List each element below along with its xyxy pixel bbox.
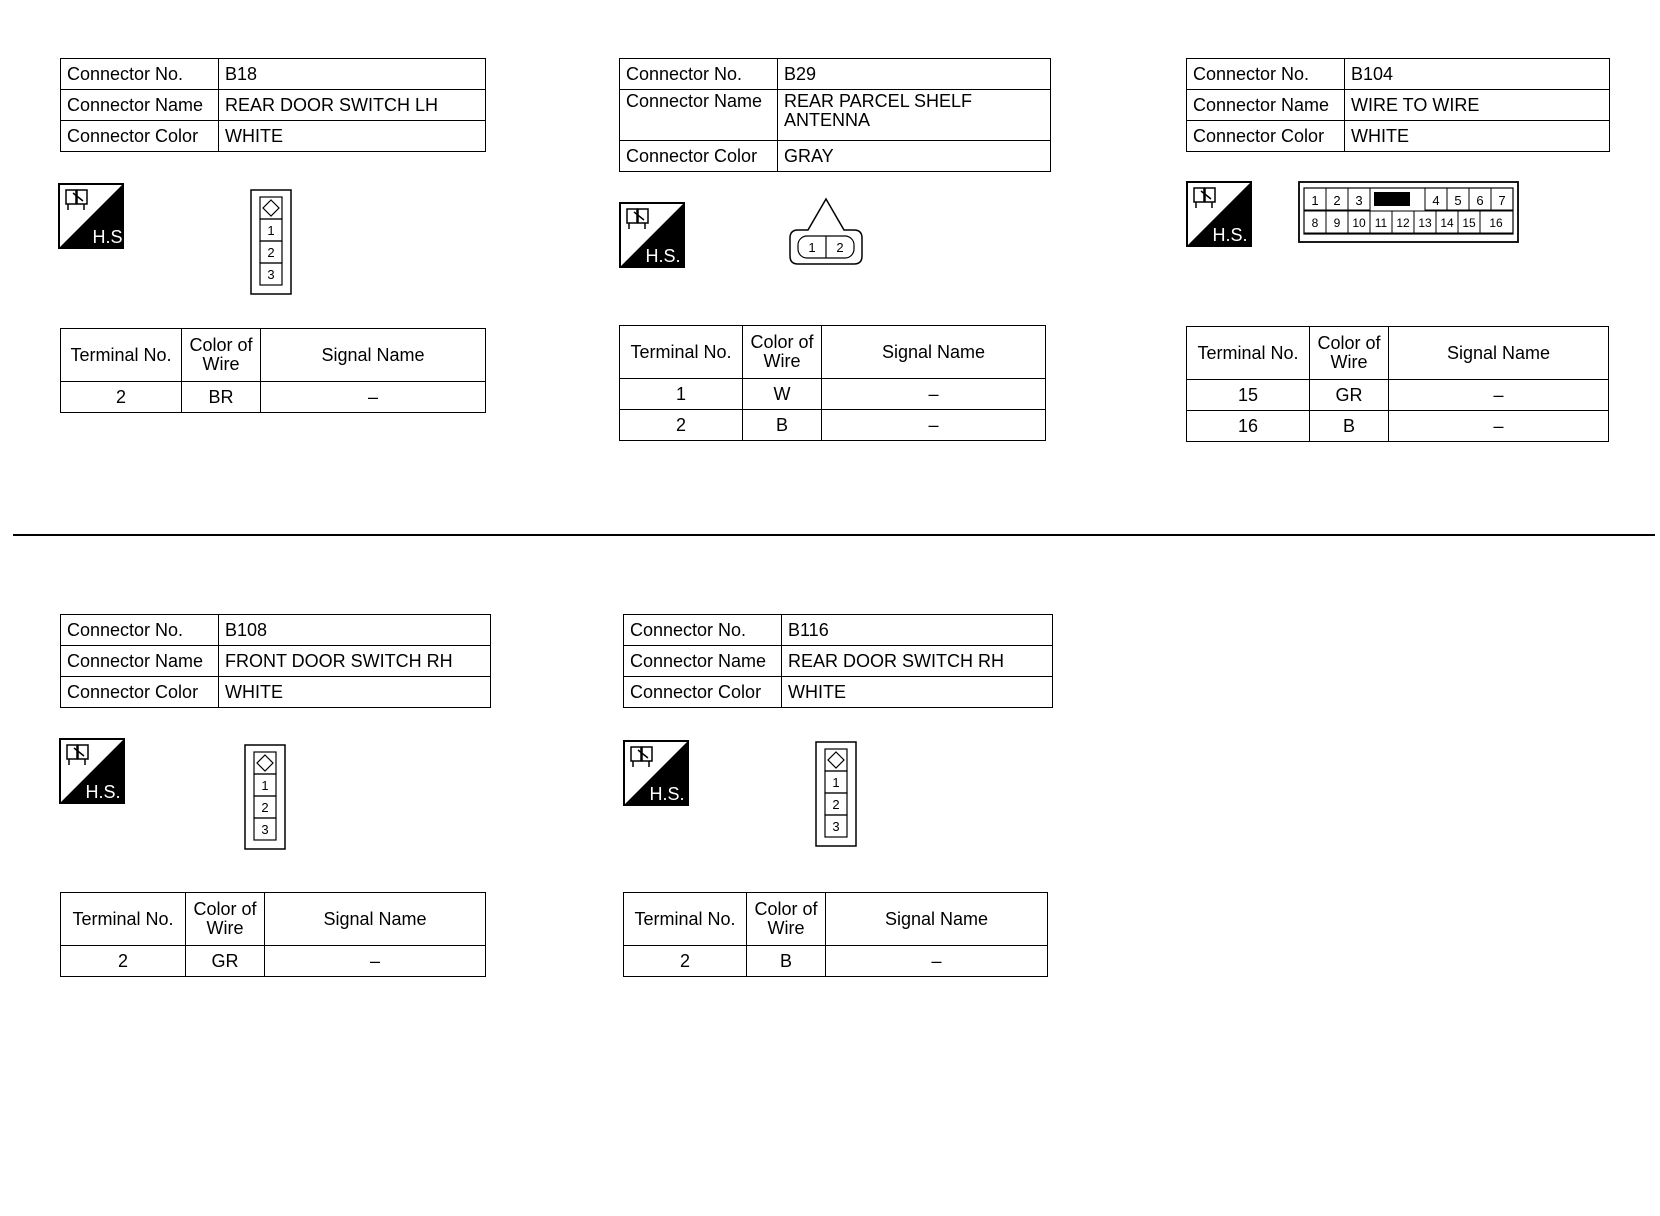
connector-face-diagram-b116: [815, 741, 857, 847]
pin-label: 1: [832, 775, 840, 790]
signal-name-header: Signal Name: [261, 329, 486, 382]
pin-label: 12: [1396, 216, 1410, 230]
terminal-cell: 2: [61, 382, 182, 413]
table-row: [1187, 380, 1609, 411]
harness-side-icon: [1186, 181, 1252, 247]
signal-cell: –: [1389, 380, 1609, 411]
pin-label: 3: [1355, 193, 1363, 208]
connector-no-label: Connector No.: [620, 59, 778, 90]
wire-color-cell: GR: [186, 946, 265, 977]
terminal-cell: 15: [1187, 380, 1310, 411]
pin-label: 2: [836, 240, 844, 255]
signal-name-header: Signal Name: [1389, 327, 1609, 380]
connector-color-label: Connector Color: [61, 677, 219, 708]
hs-label: H.S.: [92, 227, 128, 247]
connector-no-value: B116: [782, 615, 1053, 646]
pin-label: 3: [267, 267, 275, 282]
pin-label: 1: [808, 240, 816, 255]
terminal-no-header: Terminal No.: [61, 329, 182, 382]
connector-no-value: B108: [219, 615, 491, 646]
signal-cell: –: [261, 382, 486, 413]
connector-color-value: WHITE: [219, 121, 486, 152]
color-of-wire-header: Color of Wire: [186, 893, 265, 946]
hs-label: H.S.: [1212, 225, 1248, 245]
signal-cell: –: [822, 379, 1046, 410]
connector-name-value: WIRE TO WIRE: [1345, 90, 1610, 121]
connector-name-value: REAR DOOR SWITCH LH: [219, 90, 486, 121]
connector-name-value: REAR PARCEL SHELF ANTENNA: [778, 90, 1051, 141]
connector-info-table-b104: [1186, 58, 1610, 152]
pin-label: 4: [1432, 193, 1440, 208]
pin-label: 9: [1333, 216, 1341, 230]
color-of-wire-header: Color of Wire: [1310, 327, 1389, 380]
harness-side-icon: [619, 202, 685, 268]
connector-info-table-b116: [623, 614, 1053, 708]
connector-no-label: Connector No.: [61, 59, 219, 90]
connector-face-diagram-b104: [1298, 181, 1519, 243]
harness-side-icon: [623, 740, 689, 806]
terminal-cell: 1: [620, 379, 743, 410]
terminal-cell: 2: [620, 410, 743, 441]
signal-cell: –: [265, 946, 486, 977]
pin-label: 5: [1454, 193, 1462, 208]
connector-name-label: Connector Name: [1187, 90, 1345, 121]
color-of-wire-header: Color of Wire: [747, 893, 826, 946]
table-row: [624, 946, 1048, 977]
connector-color-label: Connector Color: [1187, 121, 1345, 152]
pin-label: 3: [261, 822, 269, 837]
connector-name-label: Connector Name: [624, 646, 782, 677]
signal-cell: –: [1389, 411, 1609, 442]
wire-color-cell: GR: [1310, 380, 1389, 411]
connector-no-label: Connector No.: [61, 615, 219, 646]
wire-color-cell: B: [1310, 411, 1389, 442]
connector-color-value: WHITE: [219, 677, 491, 708]
connector-color-label: Connector Color: [620, 141, 778, 172]
signal-name-header: Signal Name: [265, 893, 486, 946]
section-divider: [13, 534, 1655, 536]
table-row: [1187, 411, 1609, 442]
connector-face-diagram-b29: [786, 196, 866, 268]
terminal-table-b108: [60, 892, 486, 977]
connector-name-value: FRONT DOOR SWITCH RH: [219, 646, 491, 677]
hs-label: H.S.: [649, 784, 685, 804]
wire-color-cell: B: [747, 946, 826, 977]
table-row: [620, 410, 1046, 441]
terminal-no-header: Terminal No.: [624, 893, 747, 946]
connector-color-label: Connector Color: [624, 677, 782, 708]
pin-label: 16: [1489, 216, 1503, 230]
terminal-no-header: Terminal No.: [61, 893, 186, 946]
color-of-wire-header: Color of Wire: [743, 326, 822, 379]
harness-side-icon: [58, 183, 128, 249]
hs-label: H.S.: [645, 246, 681, 266]
terminal-table-b104: [1186, 326, 1609, 442]
pin-label: 8: [1311, 216, 1319, 230]
terminal-cell: 2: [61, 946, 186, 977]
connector-color-value: WHITE: [782, 677, 1053, 708]
pin-label: 13: [1418, 216, 1432, 230]
color-of-wire-header: Color of Wire: [182, 329, 261, 382]
signal-cell: –: [826, 946, 1048, 977]
pin-label: 6: [1476, 193, 1484, 208]
connector-info-table-b18: [60, 58, 486, 152]
pin-label: 3: [832, 819, 840, 834]
wire-color-cell: W: [743, 379, 822, 410]
pin-label: 14: [1440, 216, 1454, 230]
pin-label: 2: [832, 797, 840, 812]
connector-no-value: B104: [1345, 59, 1610, 90]
connector-name-label: Connector Name: [61, 90, 219, 121]
connector-no-label: Connector No.: [624, 615, 782, 646]
connector-no-value: B29: [778, 59, 1051, 90]
connector-name-value: REAR DOOR SWITCH RH: [782, 646, 1053, 677]
connector-color-label: Connector Color: [61, 121, 219, 152]
pin-label: 7: [1498, 193, 1506, 208]
connector-info-table-b29: [619, 58, 1051, 172]
terminal-table-b116: [623, 892, 1048, 977]
connector-face-diagram-b108: [244, 744, 286, 850]
signal-cell: –: [822, 410, 1046, 441]
connector-name-label: Connector Name: [61, 646, 219, 677]
pin-label: 2: [267, 245, 275, 260]
terminal-table-b29: [619, 325, 1046, 441]
connector-info-table-b108: [60, 614, 491, 708]
hs-label: H.S.: [85, 782, 121, 802]
pin-label: 1: [261, 778, 269, 793]
connector-no-label: Connector No.: [1187, 59, 1345, 90]
connector-face-diagram-b18: [250, 189, 292, 295]
connector-color-value: GRAY: [778, 141, 1051, 172]
pin-label: 2: [1333, 193, 1341, 208]
terminal-cell: 2: [624, 946, 747, 977]
table-row: [61, 946, 486, 977]
table-row: [620, 379, 1046, 410]
terminal-no-header: Terminal No.: [1187, 327, 1310, 380]
pin-label: 15: [1462, 216, 1476, 230]
connector-color-value: WHITE: [1345, 121, 1610, 152]
terminal-cell: 16: [1187, 411, 1310, 442]
pin-label: 1: [267, 223, 275, 238]
terminal-no-header: Terminal No.: [620, 326, 743, 379]
pin-label: 1: [1311, 193, 1319, 208]
wire-color-cell: BR: [182, 382, 261, 413]
terminal-table-b18: [60, 328, 486, 413]
pin-label: 2: [261, 800, 269, 815]
connector-name-label: Connector Name: [620, 90, 778, 141]
harness-side-icon: [59, 738, 125, 804]
signal-name-header: Signal Name: [826, 893, 1048, 946]
signal-name-header: Signal Name: [822, 326, 1046, 379]
table-row: [61, 382, 486, 413]
pin-label: 10: [1352, 216, 1366, 230]
pin-label: 11: [1374, 216, 1388, 230]
wire-color-cell: B: [743, 410, 822, 441]
connector-no-value: B18: [219, 59, 486, 90]
